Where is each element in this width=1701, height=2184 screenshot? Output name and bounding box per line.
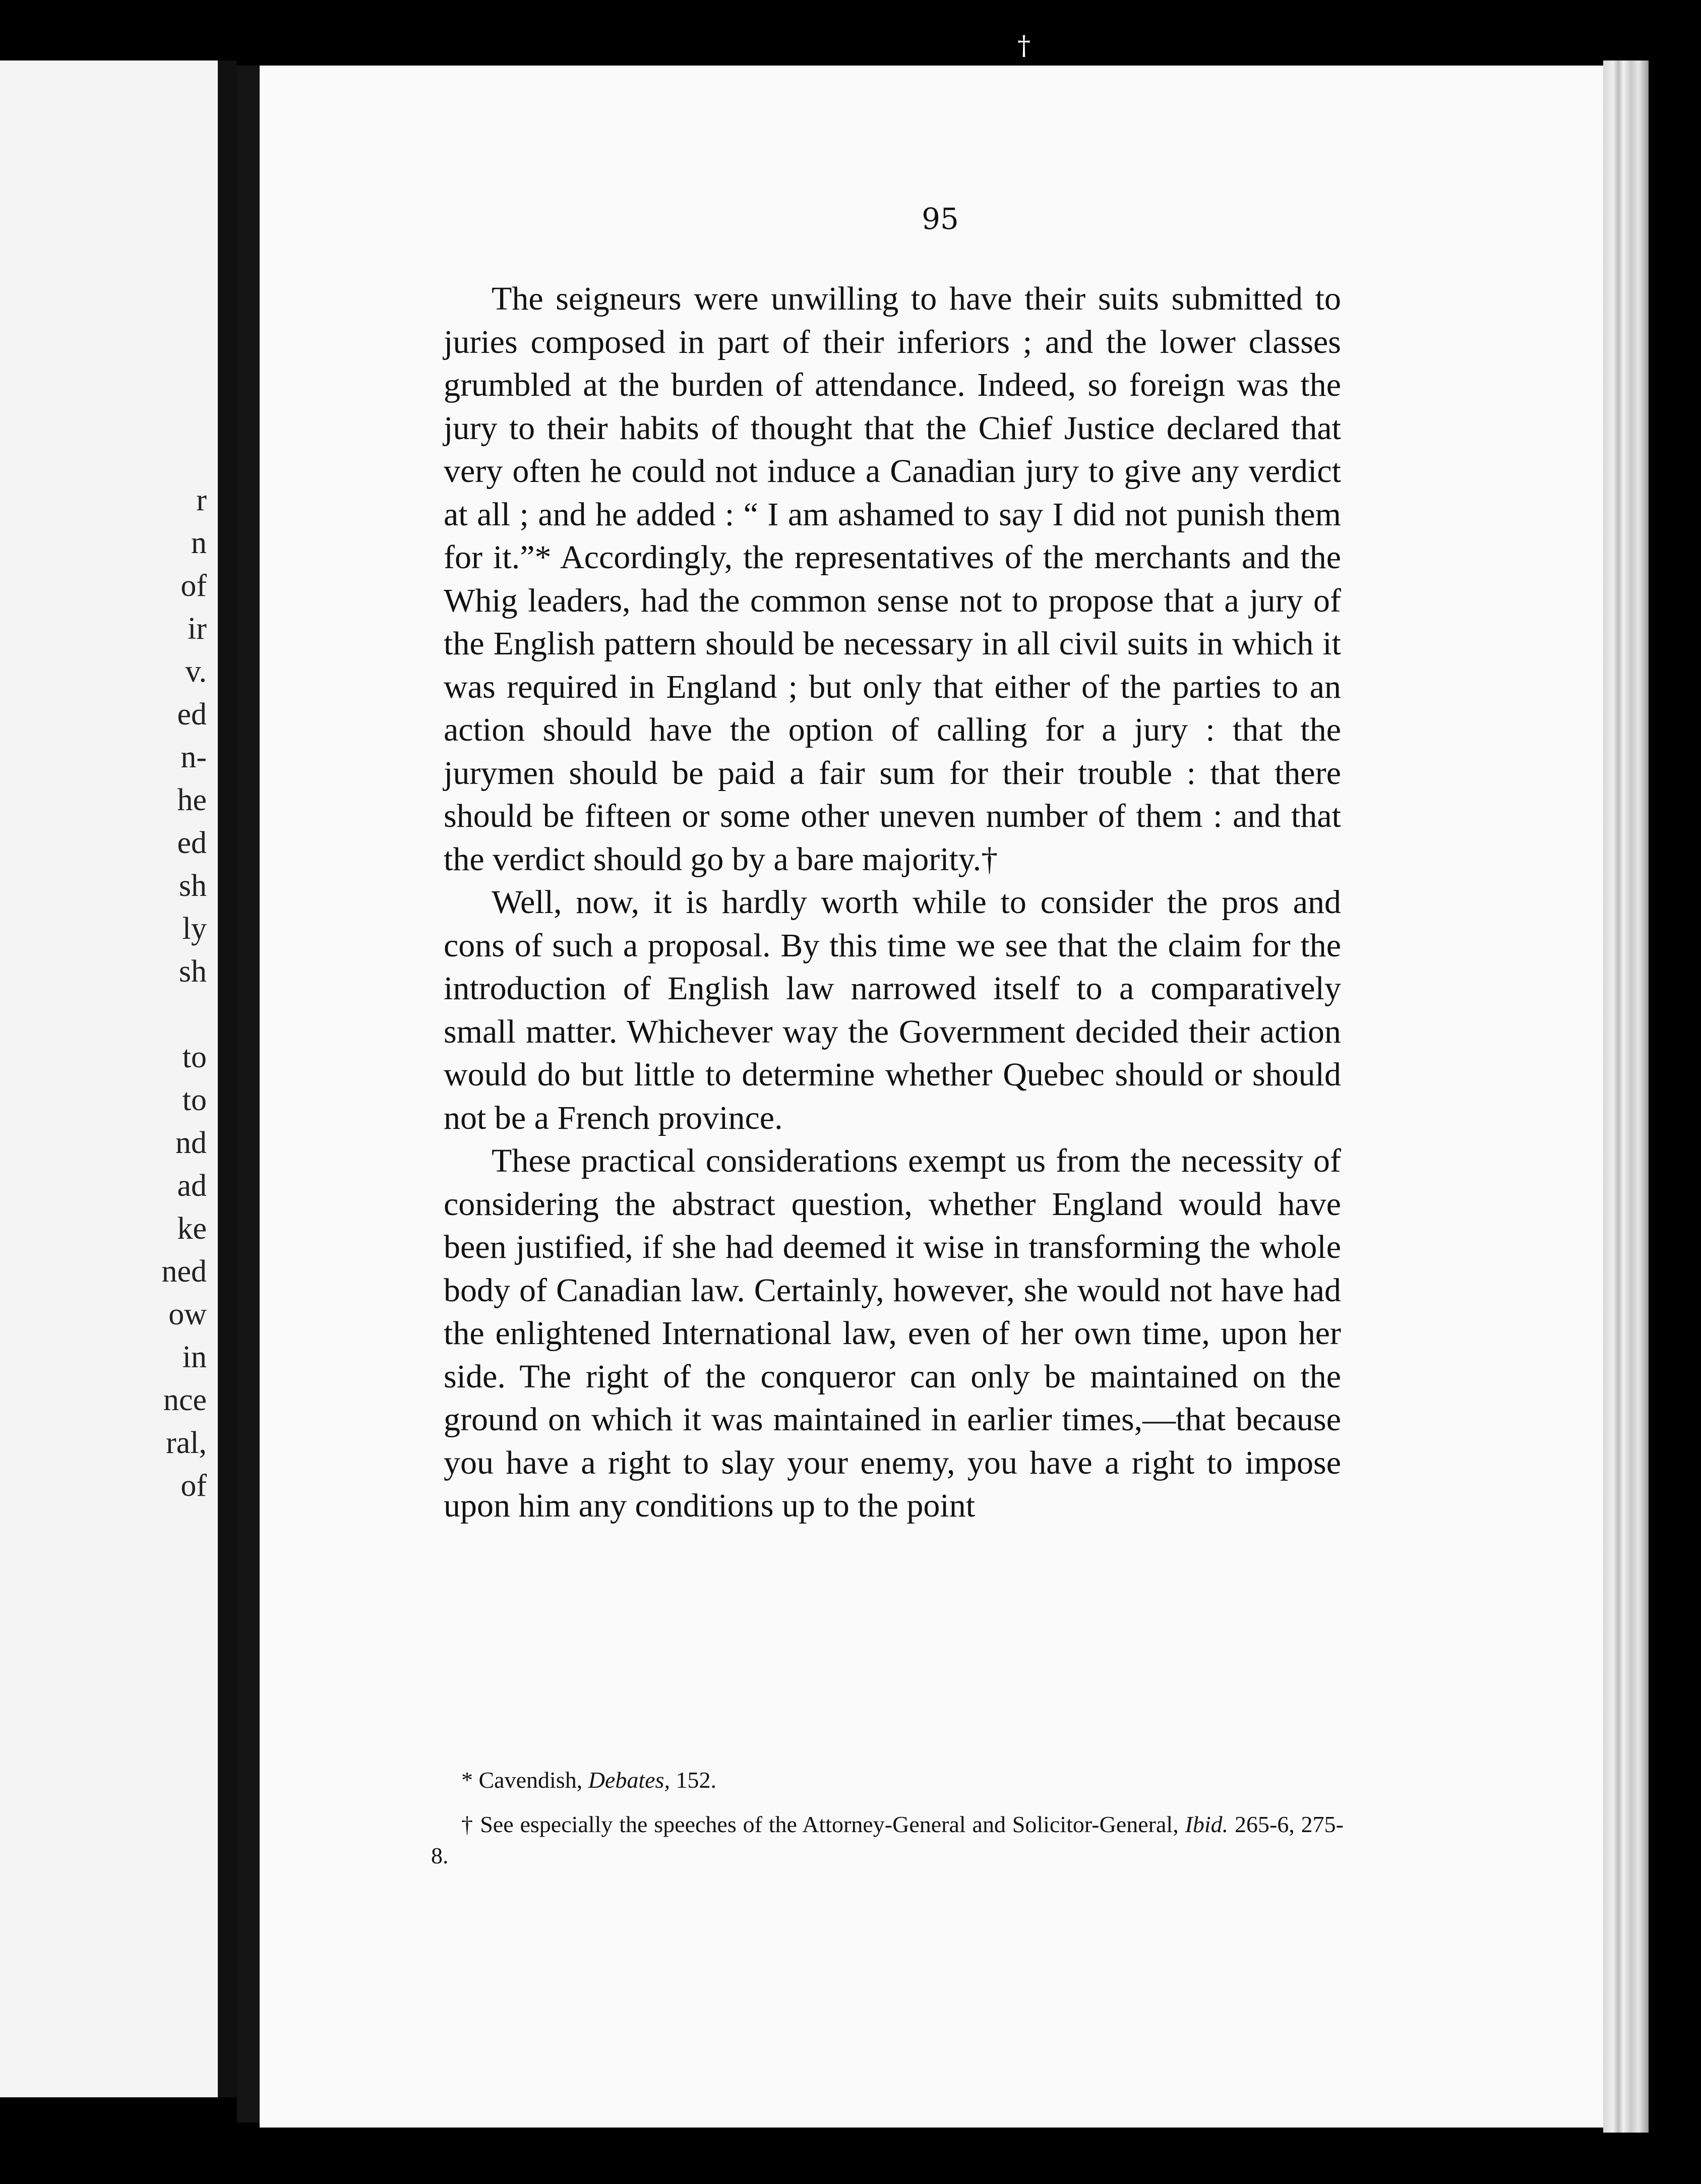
previous-page-line-fragment: v.	[185, 654, 207, 689]
footnotes	[431, 1765, 1344, 1885]
previous-page-line-fragment: in	[182, 1340, 207, 1374]
previous-page-line-fragment: nd	[175, 1126, 207, 1160]
scan-mark-icon: †	[1017, 31, 1030, 61]
previous-page-line-fragment: of	[180, 1469, 207, 1503]
footnote-1-title: Debates,	[588, 1767, 670, 1793]
footnote-2-ref: Ibid.	[1185, 1811, 1229, 1837]
previous-page-line-fragment: n-	[180, 740, 207, 774]
footnote-2-pages: 265-6, 275-8.	[431, 1811, 1344, 1868]
footnote-1	[431, 1765, 1344, 1796]
previous-page-line-fragment: sh	[178, 869, 207, 903]
page-body	[444, 277, 1341, 1528]
previous-page-line-fragment: to	[182, 1083, 207, 1117]
previous-page-line-fragment: he	[177, 783, 207, 817]
book-binding-gutter	[237, 66, 262, 2122]
footnote-1-pages: 152.	[670, 1767, 716, 1793]
book-page	[260, 66, 1631, 2128]
previous-page-line-fragment: ke	[177, 1211, 207, 1246]
page-number: 95	[922, 202, 959, 236]
previous-page-line-fragment: nce	[163, 1383, 207, 1417]
paragraph-3: These practical considerations exempt us from the necessity of considering the abstract question, whether England would have been justified, if she had deemed it wise in transforming the whole body of Canadian law. Certainly, however, she would not have had the enlightened International law, even of her own time, upon her side. The right of the conqueror can only be maintained on the ground on which it was maintained in earlier times,—that because you have a right to slay your enemy, you have a right to impose upon him any conditions up to the point	[444, 1142, 1341, 1524]
footnote-1-text: * Cavendish,	[461, 1767, 588, 1793]
previous-page-line-fragment: ir	[188, 612, 207, 646]
previous-page-line-fragment	[161, 993, 207, 1036]
previous-page-text-fragments	[161, 479, 207, 1507]
previous-page-line-fragment: ad	[177, 1169, 207, 1203]
previous-page-line-fragment: r	[196, 483, 207, 517]
previous-page-line-fragment: ed	[177, 697, 207, 732]
previous-page-line-fragment: ral,	[166, 1426, 207, 1460]
previous-page	[0, 60, 237, 2097]
paragraph-1: The seigneurs were unwilling to have their suits submitted to juries composed in part of their inferiors ; and the lower classes grumbled at the burden of attendance. Indeed, so foreign was the jury to their habits of thought that the Chief Justice declared that very often he could not induce a Canadian jury to give any verdict at all ; and he added : “ I am ashamed to say I did not punish them for it.”* Accordingly, the representatives of the merchants and the Whig leaders, had the common sense not to propose that a jury of the English pattern should be necessary in all civil suits in which it was required in England ; but only that either of the parties to an action should have the option of calling for a jury : that the jurymen should be paid a fair sum for their trouble : that there should be fifteen or some other uneven number of them : and that the verdict should go by a bare majority.†	[444, 280, 1341, 878]
paragraph-2: Well, now, it is hardly worth while to consider the pros and cons of such a proposal. By this time we see that the claim for the introduction of English law narrowed itself to a comparatively small matter. Whichever way the Government decided their action would do but little to determine whether Quebec should or should not be a French province.	[444, 884, 1341, 1136]
page-stack-edge	[1603, 60, 1649, 2133]
footnote-2-text: † See especially the speeches of the Attorney-General and Solicitor-General,	[461, 1811, 1185, 1837]
previous-page-line-fragment: ly	[182, 912, 207, 946]
previous-page-line-fragment: ed	[177, 826, 207, 860]
previous-page-line-fragment: n	[191, 526, 207, 560]
previous-page-line-fragment: of	[180, 569, 207, 603]
footnote-2	[431, 1809, 1344, 1871]
previous-page-line-fragment: sh	[178, 954, 207, 989]
previous-page-edge	[218, 60, 237, 2097]
previous-page-line-fragment: to	[182, 1040, 207, 1074]
previous-page-line-fragment: ow	[168, 1297, 207, 1331]
previous-page-line-fragment: ned	[161, 1254, 207, 1289]
